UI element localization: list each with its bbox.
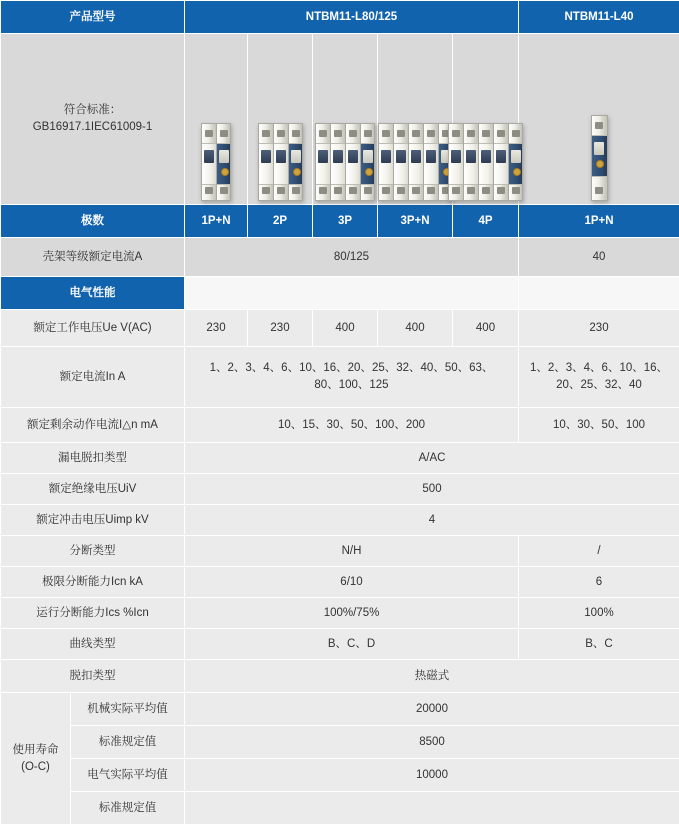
row-label-residual-current: 额定剩余动作电流I△n mA bbox=[1, 408, 185, 443]
poles-value-2: 2P bbox=[248, 205, 313, 238]
product-image-3pn bbox=[378, 34, 453, 205]
header-model-2: NTBM11-L40 bbox=[519, 1, 679, 34]
rated-current-value-2: 1、2、3、4、6、10、16、20、25、32、40 bbox=[519, 347, 679, 408]
curve-type-value-2: B、C bbox=[519, 629, 679, 660]
rated-voltage-4p: 400 bbox=[453, 310, 519, 347]
life-item-value-2: 10000 bbox=[185, 759, 679, 792]
row-label-icn: 极限分断能力Icn kA bbox=[1, 567, 185, 598]
frame-rating-label: 壳架等级额定电流A bbox=[1, 238, 185, 277]
row-life-electrical-actual bbox=[1, 759, 679, 792]
row-life-mechanical-actual bbox=[1, 693, 679, 726]
electrical-performance-spacer-2 bbox=[519, 277, 679, 310]
life-item-value-0: 20000 bbox=[185, 693, 679, 726]
life-label-line-2: (O-C) bbox=[3, 759, 68, 776]
poles-label: 极数 bbox=[1, 205, 185, 238]
trip-type-value: 热磁式 bbox=[185, 660, 679, 693]
row-life-standard-1 bbox=[1, 726, 679, 759]
row-curve-type bbox=[1, 629, 679, 660]
rated-current-value-1: 1、2、3、4、6、10、16、20、25、32、40、50、63、80、100、125 bbox=[185, 347, 519, 408]
product-image-row bbox=[1, 34, 679, 205]
breaking-type-value-1: N/H bbox=[185, 536, 519, 567]
row-impulse-voltage bbox=[1, 505, 679, 536]
icn-value-1: 6/10 bbox=[185, 567, 519, 598]
row-life-standard-2 bbox=[1, 792, 679, 825]
rated-voltage-1pn: 230 bbox=[185, 310, 248, 347]
product-image-3p bbox=[313, 34, 378, 205]
life-item-value-1: 8500 bbox=[185, 726, 679, 759]
row-label-curve-type: 曲线类型 bbox=[1, 629, 185, 660]
life-item-name-0: 机械实际平均值 bbox=[71, 693, 185, 726]
insulation-voltage-value: 500 bbox=[185, 474, 679, 505]
poles-value-6: 1P+N bbox=[519, 205, 679, 238]
frame-rating-value-1: 80/125 bbox=[185, 238, 519, 277]
table-header-row bbox=[1, 1, 679, 34]
leakage-type-value: A/AC bbox=[185, 443, 679, 474]
row-residual-current bbox=[1, 408, 679, 443]
standard-line-2: GB16917.1IEC61009-1 bbox=[3, 119, 182, 136]
electrical-performance-label: 电气性能 bbox=[1, 277, 185, 310]
standard-line-1: 符合标准： bbox=[3, 102, 182, 119]
row-label-ics: 运行分断能力Ics %Icn bbox=[1, 598, 185, 629]
header-model-1: NTBM11-L80/125 bbox=[185, 1, 519, 34]
row-rated-current bbox=[1, 347, 679, 408]
row-breaking-type bbox=[1, 536, 679, 567]
impulse-voltage-value: 4 bbox=[185, 505, 679, 536]
life-label-line-1: 使用寿命 bbox=[3, 742, 68, 759]
row-ics bbox=[1, 598, 679, 629]
rated-voltage-3pn: 400 bbox=[378, 310, 453, 347]
row-leakage-type bbox=[1, 443, 679, 474]
electrical-performance-section-row bbox=[1, 277, 679, 310]
header-model-label: 产品型号 bbox=[1, 1, 185, 34]
product-image-l40 bbox=[519, 34, 679, 205]
product-image-4p bbox=[453, 34, 519, 205]
life-item-name-2: 电气实际平均值 bbox=[71, 759, 185, 792]
rated-voltage-2p: 230 bbox=[248, 310, 313, 347]
poles-value-5: 4P bbox=[453, 205, 519, 238]
row-rated-voltage bbox=[1, 310, 679, 347]
frame-rating-value-2: 40 bbox=[519, 238, 679, 277]
life-item-value-3 bbox=[185, 792, 679, 825]
product-image-2p bbox=[248, 34, 313, 205]
poles-row bbox=[1, 205, 679, 238]
row-trip-type bbox=[1, 660, 679, 693]
life-label bbox=[1, 693, 71, 825]
row-label-breaking-type: 分断类型 bbox=[1, 536, 185, 567]
rated-voltage-l40: 230 bbox=[519, 310, 679, 347]
life-item-name-3: 标准规定值 bbox=[71, 792, 185, 825]
row-insulation-voltage bbox=[1, 474, 679, 505]
ics-value-2: 100% bbox=[519, 598, 679, 629]
residual-current-value-1: 10、15、30、50、100、200 bbox=[185, 408, 519, 443]
row-label-trip-type: 脱扣类型 bbox=[1, 660, 185, 693]
product-image-1pn bbox=[185, 34, 248, 205]
breaking-type-value-2: / bbox=[519, 536, 679, 567]
electrical-performance-spacer-1 bbox=[185, 277, 519, 310]
frame-rating-row bbox=[1, 238, 679, 277]
poles-value-4: 3P+N bbox=[378, 205, 453, 238]
life-item-name-1: 标准规定值 bbox=[71, 726, 185, 759]
row-label-insulation-voltage: 额定绝缘电压UiV bbox=[1, 474, 185, 505]
standard-cell bbox=[1, 34, 185, 205]
curve-type-value-1: B、C、D bbox=[185, 629, 519, 660]
row-label-impulse-voltage: 额定冲击电压Uimp kV bbox=[1, 505, 185, 536]
poles-value-3: 3P bbox=[313, 205, 378, 238]
row-label-rated-current: 额定电流In A bbox=[1, 347, 185, 408]
poles-value-1: 1P+N bbox=[185, 205, 248, 238]
row-icn bbox=[1, 567, 679, 598]
row-label-rated-voltage: 额定工作电压Ue V(AC) bbox=[1, 310, 185, 347]
icn-value-2: 6 bbox=[519, 567, 679, 598]
ics-value-1: 100%/75% bbox=[185, 598, 519, 629]
rated-voltage-3p: 400 bbox=[313, 310, 378, 347]
row-label-leakage-type: 漏电脱扣类型 bbox=[1, 443, 185, 474]
residual-current-value-2: 10、30、50、100 bbox=[519, 408, 679, 443]
